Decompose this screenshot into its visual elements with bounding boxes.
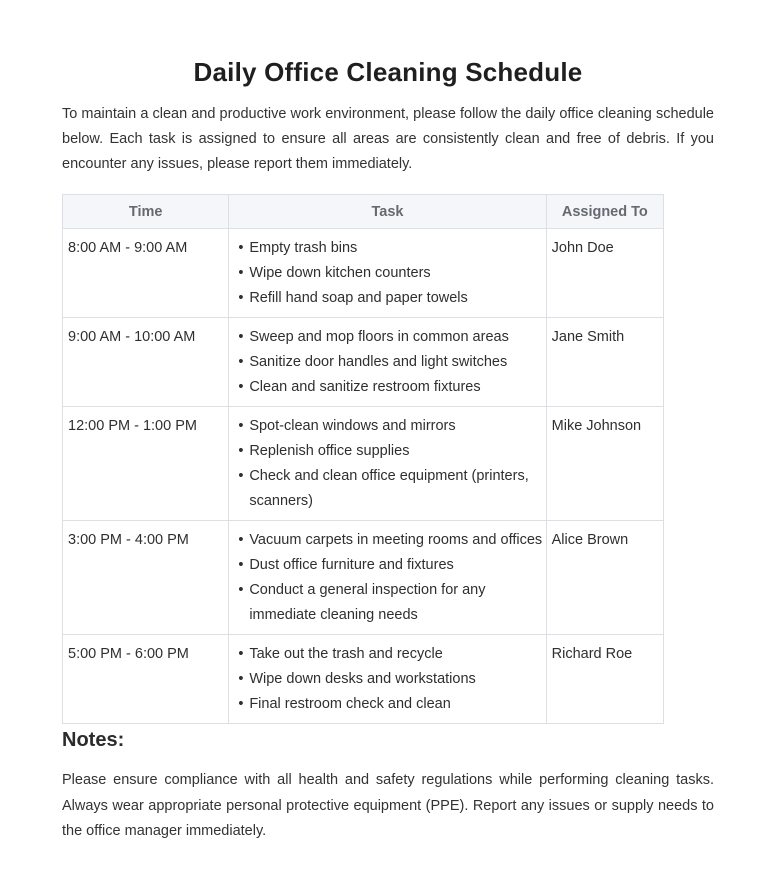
table-row: [63, 229, 664, 318]
task-item: • Replenish office supplies: [234, 439, 545, 464]
row-tasks: [229, 635, 546, 724]
task-item: • Final restroom check and clean: [234, 692, 545, 717]
row-assigned: Jane Smith: [546, 318, 663, 407]
task-item: • Conduct a general inspection for any immediate cleaning needs: [234, 578, 545, 628]
table-row: [63, 407, 664, 521]
header-time: Time: [63, 195, 229, 229]
task-item: • Sweep and mop floors in common areas: [234, 325, 545, 350]
task-item: • Clean and sanitize restroom fixtures: [234, 375, 545, 400]
row-time: 5:00 PM - 6:00 PM: [63, 635, 229, 724]
task-item: • Check and clean office equipment (printers, scanners): [234, 464, 545, 514]
row-time: 12:00 PM - 1:00 PM: [63, 407, 229, 521]
intro-paragraph: To maintain a clean and productive work environment, please follow the daily office cleaning schedule below. Each task is assigned to ensure all areas are consistently clean and free of debris. If you encounter any issues, please report them immediately.: [62, 106, 714, 172]
document-page: [62, 0, 714, 845]
page-title: Daily Office Cleaning Schedule: [193, 57, 583, 87]
task-item: • Spot-clean windows and mirrors: [234, 414, 545, 439]
row-assigned: Alice Brown: [546, 521, 663, 635]
task-item: • Sanitize door handles and light switches: [234, 350, 545, 375]
cleaning-schedule-table: [62, 194, 664, 724]
row-tasks: [229, 521, 546, 635]
task-item: • Wipe down kitchen counters: [234, 261, 545, 286]
task-item: • Vacuum carpets in meeting rooms and offices: [234, 528, 545, 553]
row-time: 3:00 PM - 4:00 PM: [63, 521, 229, 635]
task-item: • Empty trash bins: [234, 236, 545, 261]
row-time: 8:00 AM - 9:00 AM: [63, 229, 229, 318]
table-row: [63, 635, 664, 724]
row-assigned: John Doe: [546, 229, 663, 318]
row-assigned: Richard Roe: [546, 635, 663, 724]
notes-paragraph: Please ensure compliance with all health and safety regulations while performing cleaning tasks. Always wear appropriate personal protective equipment (PPE). Report any issues or supply needs to the office manager immediately.: [62, 772, 714, 839]
table-row: [63, 318, 664, 407]
notes-heading: Notes:: [62, 729, 125, 751]
table-row: [63, 521, 664, 635]
row-tasks: [229, 318, 546, 407]
header-task: Task: [229, 195, 546, 229]
task-item: • Wipe down desks and workstations: [234, 667, 545, 692]
task-item: • Take out the trash and recycle: [234, 642, 545, 667]
row-time: 9:00 AM - 10:00 AM: [63, 318, 229, 407]
header-assigned-to: Assigned To: [546, 195, 663, 229]
row-assigned: Mike Johnson: [546, 407, 663, 521]
task-item: • Refill hand soap and paper towels: [234, 286, 545, 311]
table-header-row: [63, 195, 664, 229]
task-item: • Dust office furniture and fixtures: [234, 553, 545, 578]
row-tasks: [229, 407, 546, 521]
row-tasks: [229, 229, 546, 318]
